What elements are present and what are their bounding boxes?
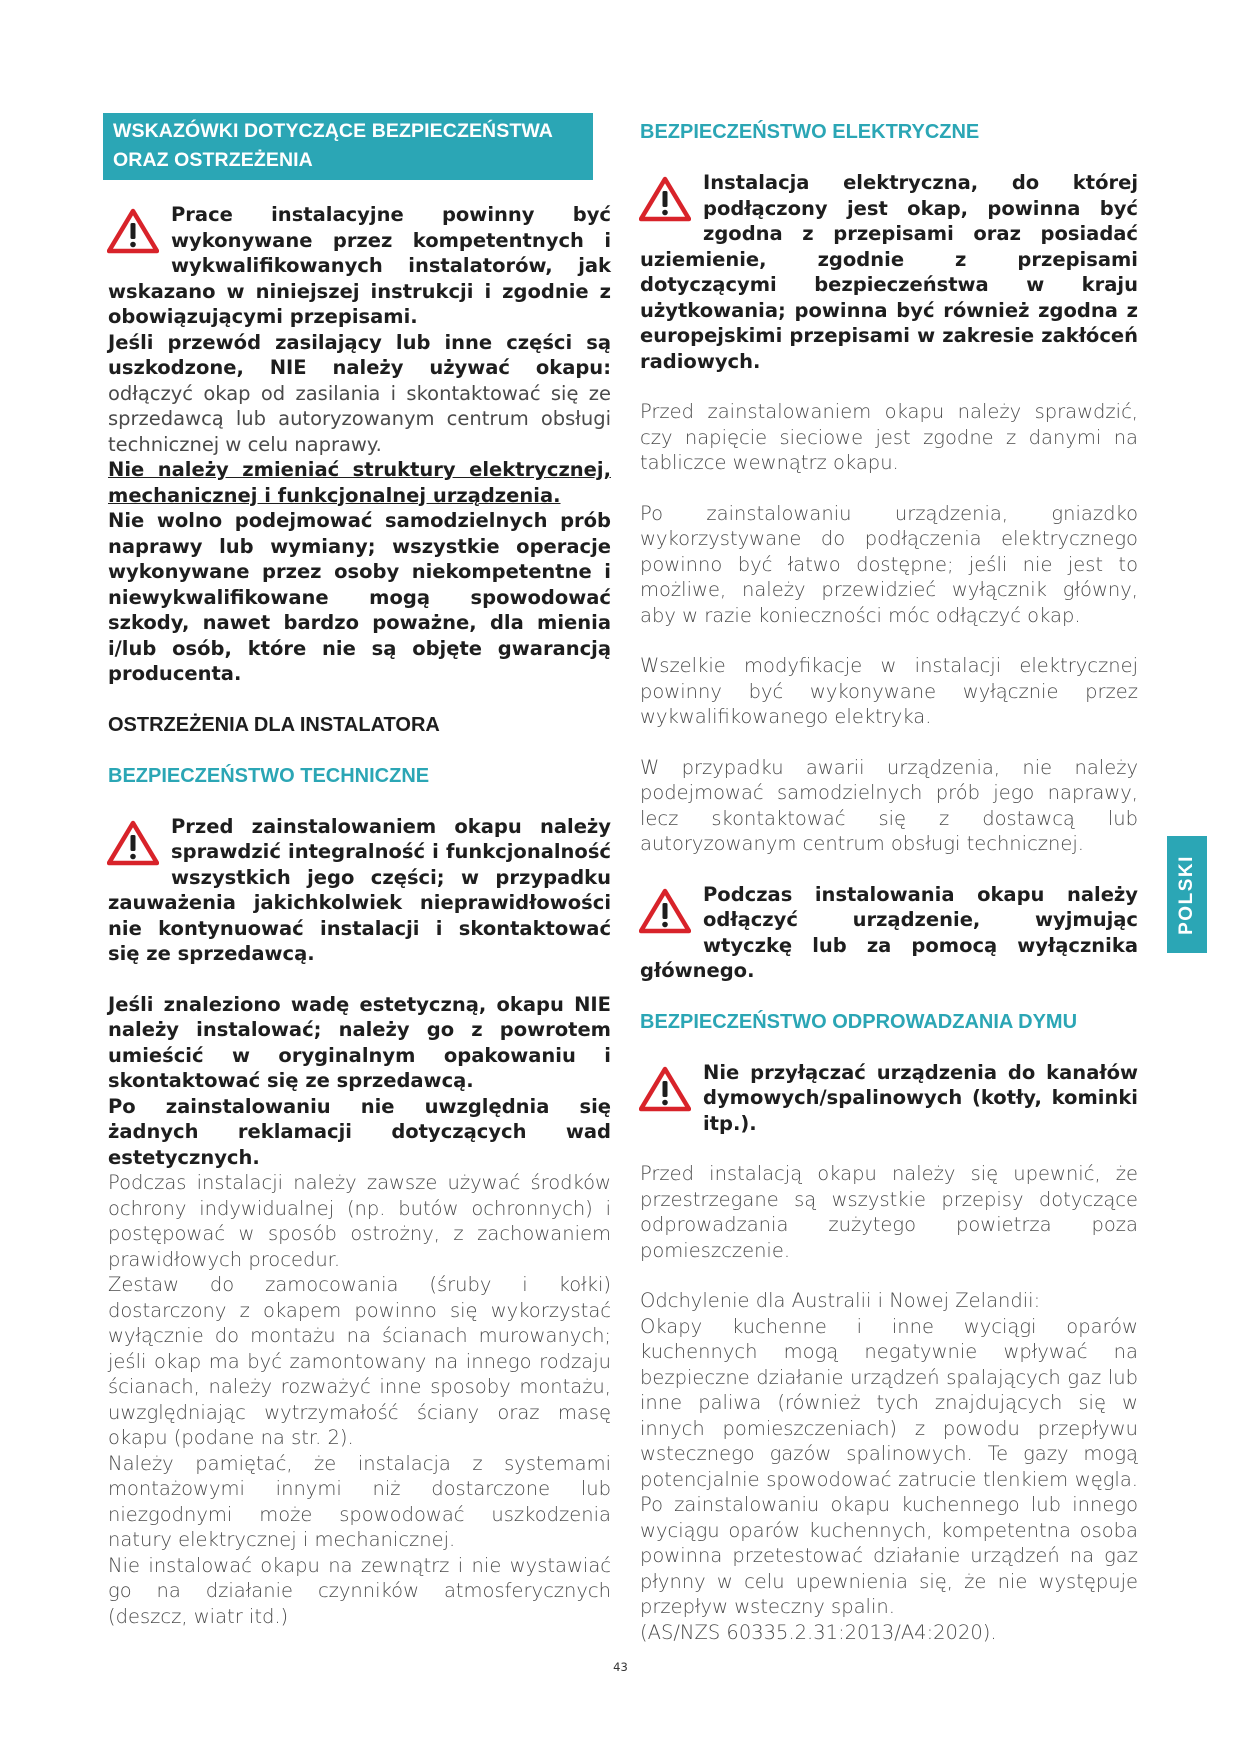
warning-electrical <box>640 170 1138 374</box>
warning-installers <box>108 202 611 330</box>
no-claims-text: Po zainstalowaniu nie uwzględnia się żadnych reklamacji dotyczących wad estetycznych. <box>108 1094 611 1169</box>
band-title-line-2: ORAZ OSTRZEŻENIA <box>113 149 313 171</box>
warning-disconnect-text: Podczas instalowania okapu należy odłączyć urządzenie, wyjmując wtyczkę lub za pomocą wyłącznika głównego. <box>640 882 1138 982</box>
outdoor-text: Nie instalować okapu na zewnątrz i nie wystawiać go na działanie czynników atmosferycznych (deszcz, wiatr itd.) <box>108 1553 611 1628</box>
electrical-safety-heading: BEZPIECZEŃSTWO ELEKTRYCZNE <box>640 121 980 143</box>
no-modify-text: Nie należy zmieniać struktury elektrycznej, mechanicznej i funkcjonalnej urządzenia. <box>108 458 611 507</box>
right-column <box>640 113 1138 1645</box>
warning-installers-text: Prace instalacyjne powinny być wykonywane przez kompetentnych i wykwalifikowanych instalatorów, jak wskazano w niniejszej instrukcji i zgodnie z obowiązującymi przepisami. <box>108 203 611 328</box>
damaged-cable-text: odłączyć okap od zasilania i skontaktować się ze sprzedawcą lub autoryzowanym centrum obsługi technicznej w celu naprawy. <box>108 381 611 456</box>
failure-text: W przypadku awarii urządzenia, nie należy podejmować samodzielnych prób jego naprawy, lecz skontaktować się z dostawcą lub autoryzowanym centrum obsługi technicznej. <box>640 755 1138 855</box>
warning-triangle-icon <box>639 1066 691 1112</box>
warning-triangle-icon <box>639 888 691 934</box>
technical-safety-heading: BEZPIECZEŃSTWO TECHNICZNE <box>108 764 430 787</box>
warning-triangle-icon <box>639 176 691 222</box>
band-title-line-1: WSKAZÓWKI DOTYCZĄCE BEZPIECZEŃSTWA <box>113 120 553 142</box>
installer-heading: OSTRZEŻENIA DLA INSTALATORA <box>108 713 440 736</box>
voltage-check-text: Przed zainstalowaniem okapu należy sprawdzić, czy napięcie sieciowe jest zgodne z danymi na tabliczce wewnątrz okapu. <box>640 400 1138 474</box>
warning-flue <box>640 1060 1138 1137</box>
safety-section-band <box>103 113 593 180</box>
standard-reference: (AS/NZS 60335.2.31:2013/A4:2020). <box>640 1620 997 1644</box>
language-tab-label: POLSKI <box>1176 854 1198 935</box>
warning-integrity <box>108 814 611 967</box>
socket-access-text: Po zainstalowaniu urządzenia, gniazdko wykorzystywane do podłączenia elektrycznego powinno być łatwo dostępne; jeśli nie jest to możliwe, należy przewidzieć wyłącznik główny, aby w razie konieczności móc odłączyć okap. <box>640 501 1138 627</box>
warning-triangle-icon <box>107 208 159 254</box>
au-nz-text: Okapy kuchenne i inne wyciągi oparów kuchennych mogą negatywnie wpływać na bezpieczne działanie urządzeń spalających gaz lub inne paliwa (również tych znajdujących się w innych pomieszczeniach) z powodu przepływu wstecznego gazów spalinowych. Te gazy mogą potencjalnie spowodować zatrucie tlenkiem węgla. Po zainstalowaniu okapu kuchennego lub innego wyciągu oparów kuchennych, kompetentna osoba powinna przetestować działanie urządzeń na gaz płynny w celu upewnienia się, że nie występuje przepływ wsteczny spalin. <box>640 1314 1138 1618</box>
fixing-kit-text: Zestaw do zamocowania (śruby i kołki) dostarczony z okapem powinno się wykorzystać wyłącznie do montażu na ścianach murowanych; jeśli okap ma być zamontowany na innego rodzaju ścianach, należy rozważyć inne sposoby montażu, uwzględniając wytrzymałość ściany oraz masę okapu (podane na str. 2). <box>108 1273 611 1449</box>
ppe-text: Podczas instalacji należy zawsze używać środków ochrony indywidualnej (np. butów ochronnych) i postępować w sposób ostrożny, z zachowaniem prawidłowych procedur. <box>108 1171 611 1271</box>
smoke-safety-heading: BEZPIECZEŃSTWO ODPROWADZANIA DYMU <box>640 1010 1078 1033</box>
au-nz-title: Odchylenie dla Australii i Nowej Zelandii: <box>640 1289 1041 1312</box>
warning-disconnect <box>640 882 1138 984</box>
no-repair-text: Nie wolno podejmować samodzielnych prób naprawy lub wymiany; wszystkie operacje wykonywane przez osoby niekompetentne i niewykwalifikowane mogą spowodować szkody, nawet bardzo poważne, dla mienia i/lub osób, które nie są objęte gwarancją producenta. <box>108 509 611 685</box>
cosmetic-defect-text: Jeśli znaleziono wadę estetyczną, okapu NIE należy instalować; należy go z powrotem umieścić w oryginalnym opakowaniu i skontaktować się ze sprzedawcą. <box>108 992 611 1092</box>
damaged-cable-paragraph <box>108 330 611 458</box>
warning-flue-text: Nie przyłączać urządzenia do kanałów dymowych/spalinowych (kotły, kominki itp.). <box>703 1060 1138 1135</box>
warning-electrical-text: Instalacja elektryczna, do której podłączony jest okap, powinna być zgodna z przepisami oraz posiadać uziemienie, zgodnie z przepisami dotyczącymi bezpieczeństwa w kraju użytkowania; powinna być również zgodna z europejskimi przepisami w zakresie zakłóceń radiowych. <box>640 171 1138 373</box>
warning-triangle-icon <box>107 820 159 866</box>
damaged-cable-bold: Jeśli przewód zasilający lub inne części są uszkodzone, NIE należy używać okapu: <box>108 330 611 379</box>
page-number: 43 <box>613 1660 628 1674</box>
left-column <box>108 113 611 1629</box>
warning-integrity-text: Przed zainstalowaniem okapu należy sprawdzić integralność i funkcjonalność wszystkich jego części; w przypadku zauważenia jakichkolwiek nieprawidłowości nie kontynuować instalacji i skontaktować się ze sprzedawcą. <box>108 814 611 965</box>
language-tab <box>1167 836 1207 953</box>
exhaust-rules-text: Przed instalacją okapu należy się upewnić, że przestrzegane są wszystkie przepisy dotyczące odprowadzania zużytego powietrza poza pomieszczenie. <box>640 1162 1138 1262</box>
other-systems-text: Należy pamiętać, że instalacja z systemami montażowymi innymi niż dostarczone lub niezgodnymi może spowodować uszkodzenia natury elektrycznej i mechanicznej. <box>108 1451 611 1551</box>
modifications-text: Wszelkie modyfikacje w instalacji elektrycznej powinny być wykonywane wyłącznie przez wykwalifikowanego elektryka. <box>640 654 1138 728</box>
